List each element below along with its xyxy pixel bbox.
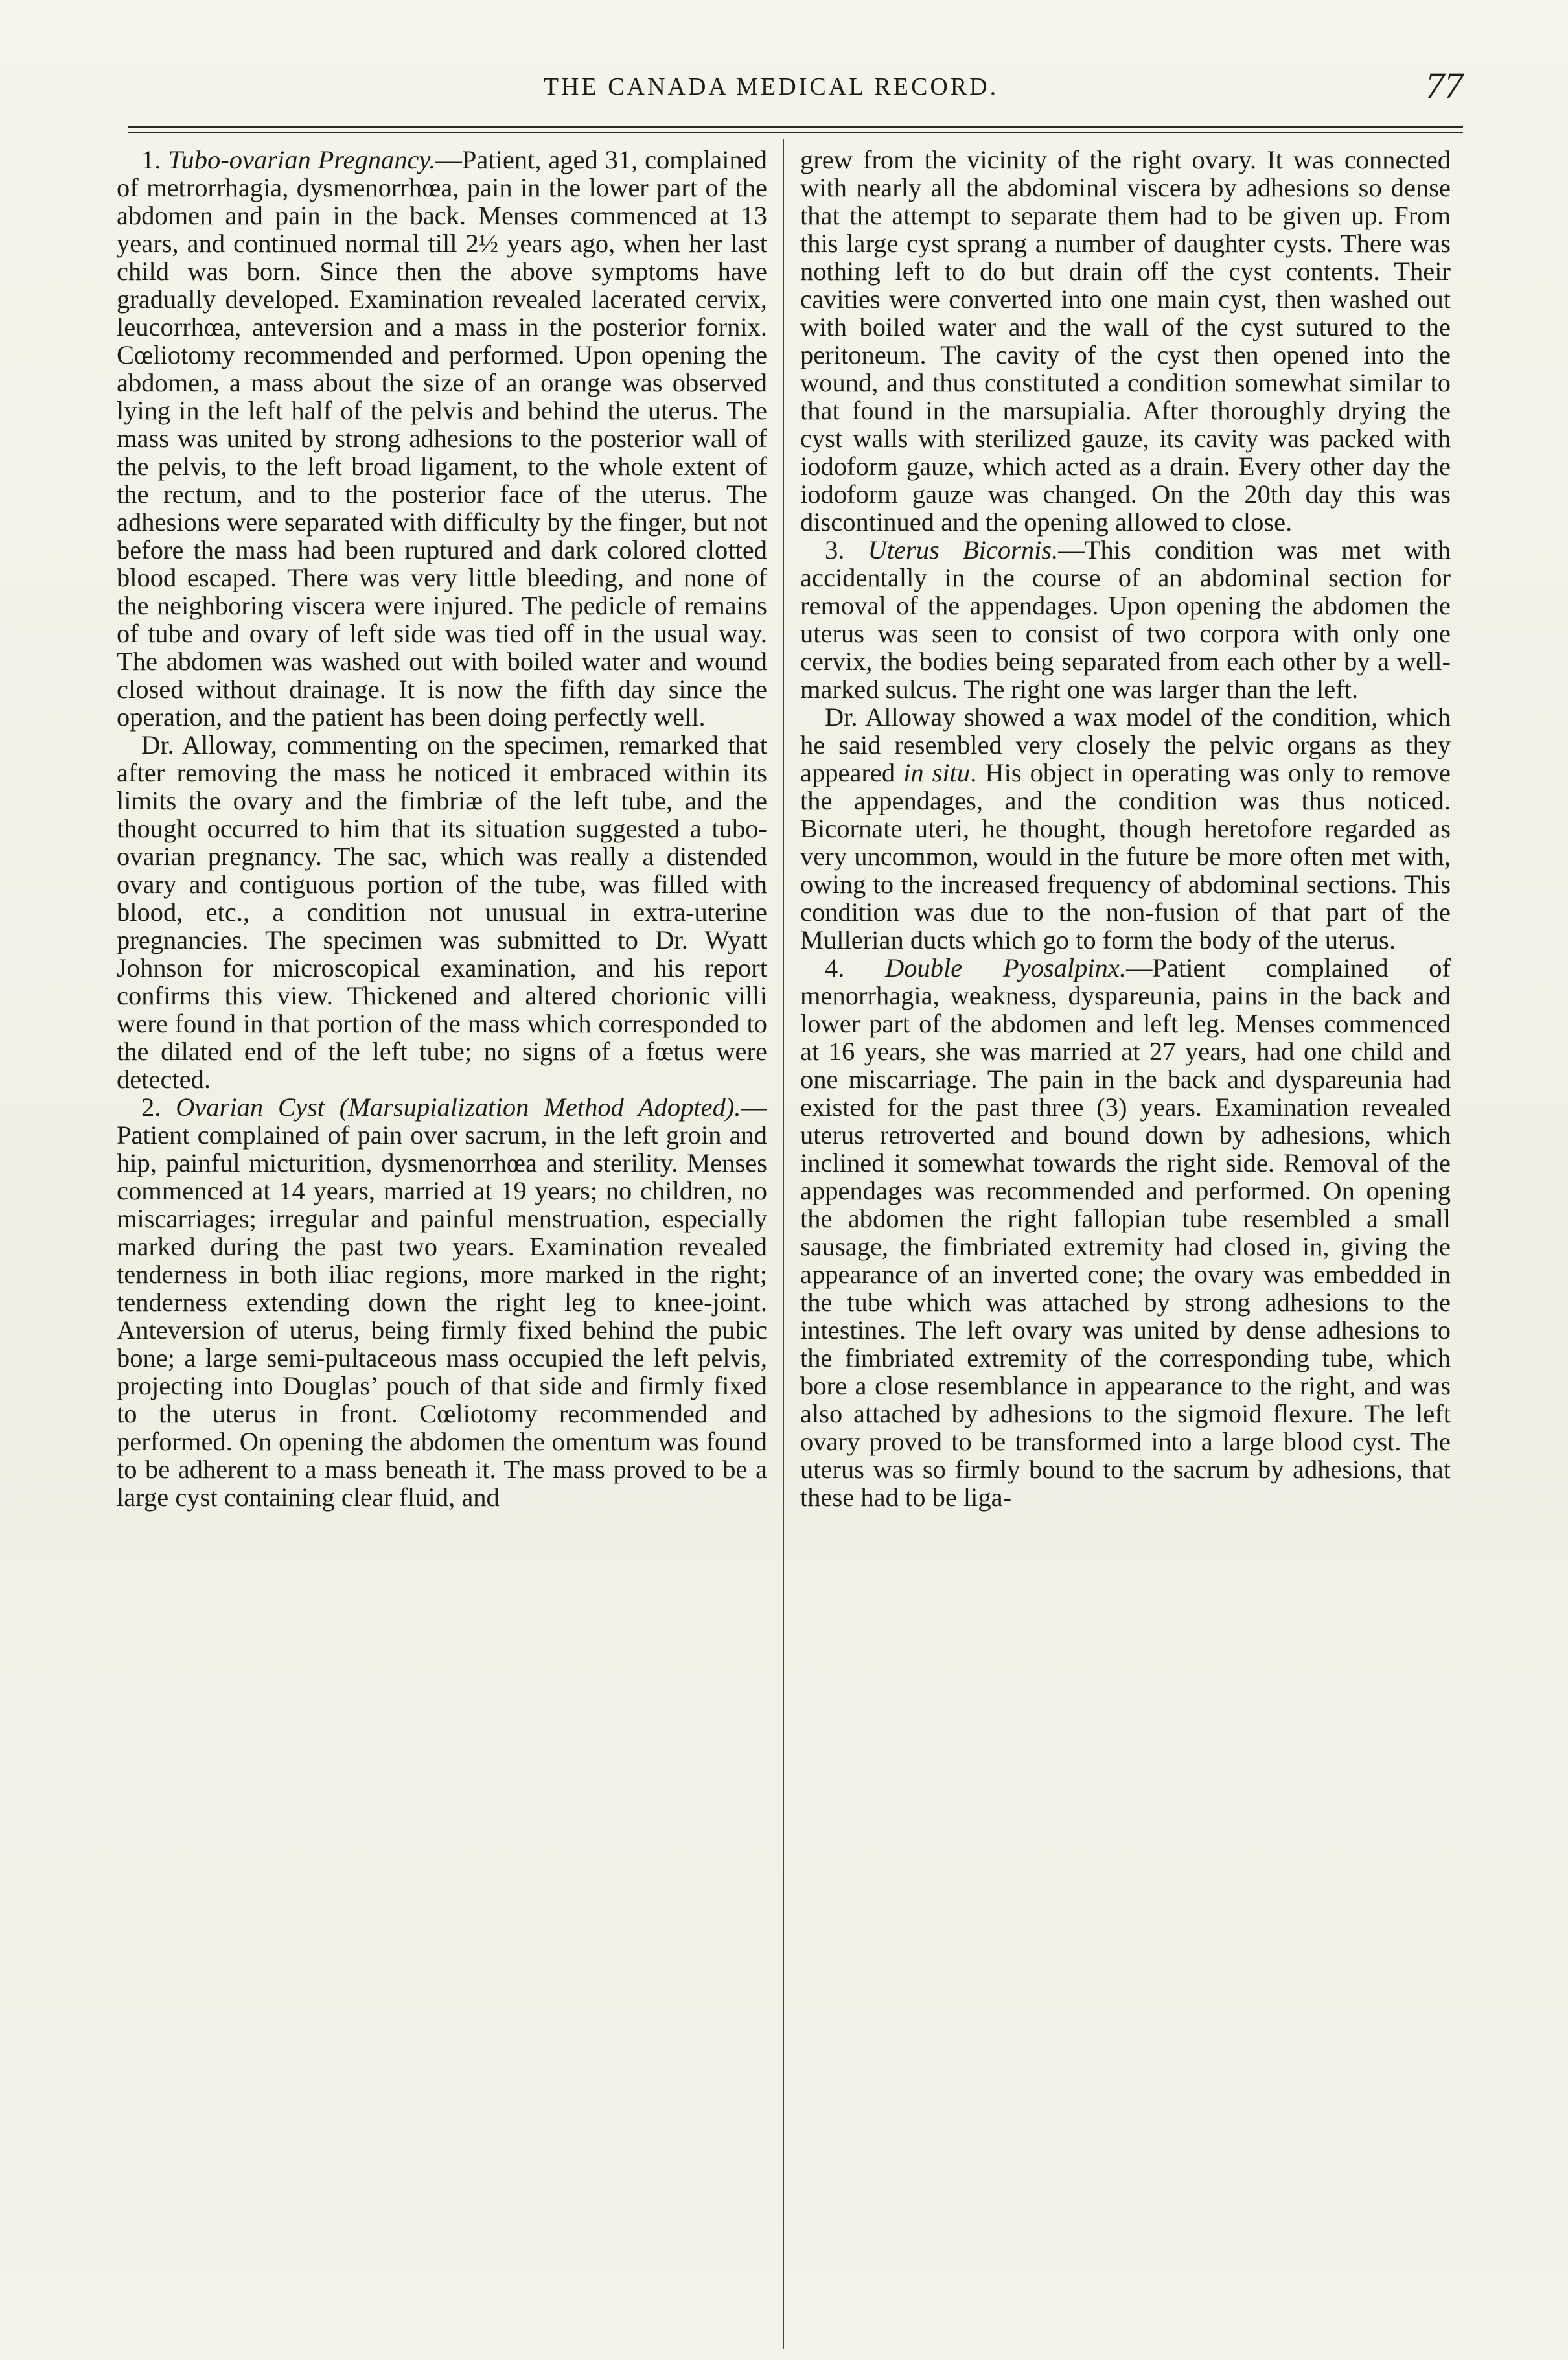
case-number: 2. — [141, 1093, 161, 1122]
case-1-paragraph — [117, 146, 767, 731]
paragraph-text: . His object in operating was only to remove the appendages, and the condition was thus noticed. Bicornate uteri, he thought, though heretofore regarded as very uncommon, would in the future be more often met with, owing to the increased frequency of abdominal sections. This condition was due to the non-fusion of that part of the Mullerian ducts which go to form the body of the uterus. — [800, 758, 1451, 954]
right-column — [800, 146, 1451, 2343]
wax-model-paragraph — [800, 703, 1451, 954]
case-heading: Double Pyosalpinx. — [885, 953, 1127, 982]
header-rule-thick — [128, 126, 1463, 128]
left-column — [117, 146, 767, 2343]
alloway-comment-paragraph — [117, 731, 767, 1093]
case-text: —Patient, aged 31, complained of metrorrhagia, dysmenorrhœa, pain in the lower part of the abdomen and pain in the back. Menses commenced at 13 years, and continued normal till 2½ years ago, when her last child was born. Since then the above symptoms have gradually developed. Examination revealed lacerated cervix, leucorrhœa, anteversion and a mass in the posterior fornix. Cœliotomy recommended and performed. Upon opening the abdomen, a mass about the size of an orange was observed lying in the left half of the pelvis and behind the uterus. The mass was united by strong adhesions to the posterior wall of the pelvis, to the left broad ligament, to the whole extent of the rectum, and to the posterior face of the uterus. The adhesions were separated with difficulty by the finger, but not before the mass had been ruptured and dark colored clotted blood escaped. There was very little bleeding, and none of the neighboring viscera were injured. The pedicle of remains of tube and ovary of left side was tied off in the usual way. The abdomen was washed out with boiled water and wound closed without drainage. It is now the fifth day since the operation, and the patient has been doing perfectly well. — [117, 146, 767, 732]
case-heading: Tubo-ovarian Pregnancy. — [168, 146, 436, 174]
case-2-continuation — [800, 146, 1451, 536]
case-number: 1. — [141, 146, 161, 174]
case-text: —Patient complained of pain over sacrum, in the left groin and hip, painful micturition, dysmenorrhœa and sterility. Menses commenced at 14 years, married at 19 years; no children, no miscarriages; irregular and painful menstruation, especially marked during the past two years. Examination revealed tenderness in both iliac regions, more marked in the right; tenderness extending down the right leg to knee-joint. Anteversion of uterus, being firmly fixed behind the pubic bone; a large semi-pultaceous mass occupied the left pelvis, projecting into Douglas’ pouch of that side and firmly fixed to the uterus in front. Cœliotomy recommended and performed. On opening the abdomen the omentum was found to be adherent to a mass beneath it. The mass proved to be a large cyst containing clear fluid, and — [117, 1093, 767, 1512]
running-head — [0, 67, 1568, 119]
case-4-paragraph — [800, 954, 1451, 1511]
paragraph-text: Dr. Alloway showed a wax model of the condition, which he said resembled very closely the pelvic organs as they appeared — [800, 702, 1451, 787]
journal-title: THE CANADA MEDICAL RECORD. — [543, 73, 999, 100]
paragraph-text: grew from the vicinity of the right ovary. It was connected with nearly all the abdominal viscera by adhesions so dense that the attempt to separate them had to be given up. From this large cyst sprang a number of daughter cysts. There was nothing left to do but drain off the cyst contents. Their cavities were converted into one main cyst, then washed out with boiled water and the wall of the cyst sutured to the peritoneum. The cavity of the cyst then opened into the wound, and thus constituted a condition somewhat similar to that found in the marsupialia. After thoroughly drying the cyst walls with sterilized gauze, its cavity was packed with iodoform gauze, which acted as a drain. Every other day the iodoform gauze was changed. On the 20th day this was discontinued and the opening allowed to close. — [800, 146, 1451, 537]
column-divider — [783, 139, 784, 2349]
latin-emphasis: in situ — [903, 758, 971, 787]
paragraph-text: Dr. Alloway, commenting on the specimen, remarked that after removing the mass he noticed it embraced within its limits the ovary and the fimbriæ of the left tube, and the thought occurred to him that its situation suggested a tubo-ovarian pregnancy. The sac, which was really a distended ovary and contiguous portion of the tube, was filled with blood, etc., a condition not unusual in extra-uterine pregnancies. The specimen was submitted to Dr. Wyatt Johnson for microscopical examination, and his report confirms this view. Thickened and altered chorionic villi were found in that portion of the mass which corresponded to the dilated end of the left tube; no signs of a fœtus were detected. — [117, 730, 767, 1094]
case-3-paragraph — [800, 536, 1451, 703]
case-heading: Ovarian Cyst (Marsupialization Method Adopted). — [176, 1093, 741, 1122]
case-text: —This condition was met with accidentally in the course of an abdominal section for removal of the appendages. Upon opening the abdomen the uterus was seen to consist of two corpora with only one cervix, the bodies being separated from each other by a well-marked sulcus. The right one was larger than the left. — [800, 535, 1451, 704]
header-rule-thin — [128, 132, 1463, 133]
page-number: 77 — [1425, 65, 1463, 107]
case-text: —Patient complained of menorrhagia, weakness, dyspareunia, pains in the back and lower part of the abdomen and left leg. Menses commenced at 16 years, she was married at 27 years, had one child and one miscarriage. The pain in the back and dyspareunia had existed for the past three (3) years. Examination revealed uterus retroverted and bound down by adhesions, which inclined it somewhat towards the right side. Removal of the appendages was recommended and performed. On opening the abdomen the right fallopian tube resembled a small sausage, the fimbriated extremity had closed in, giving the appearance of an inverted cone; the ovary was embedded in the tube which was attached by strong adhesions to the intestines. The left ovary was united by dense adhesions to the fimbriated extremity of the corresponding tube, which bore a close resemblance in appearance to the right, and was also attached by adhesions to the sigmoid flexure. The left ovary proved to be transformed into a large blood cyst. The uterus was so firmly bound to the sacrum by adhesions, that these had to be liga- — [800, 953, 1451, 1512]
case-2-paragraph — [117, 1093, 767, 1511]
case-heading: Uterus Bicornis. — [868, 535, 1059, 564]
case-number: 4. — [825, 953, 845, 982]
case-number: 3. — [825, 535, 845, 564]
